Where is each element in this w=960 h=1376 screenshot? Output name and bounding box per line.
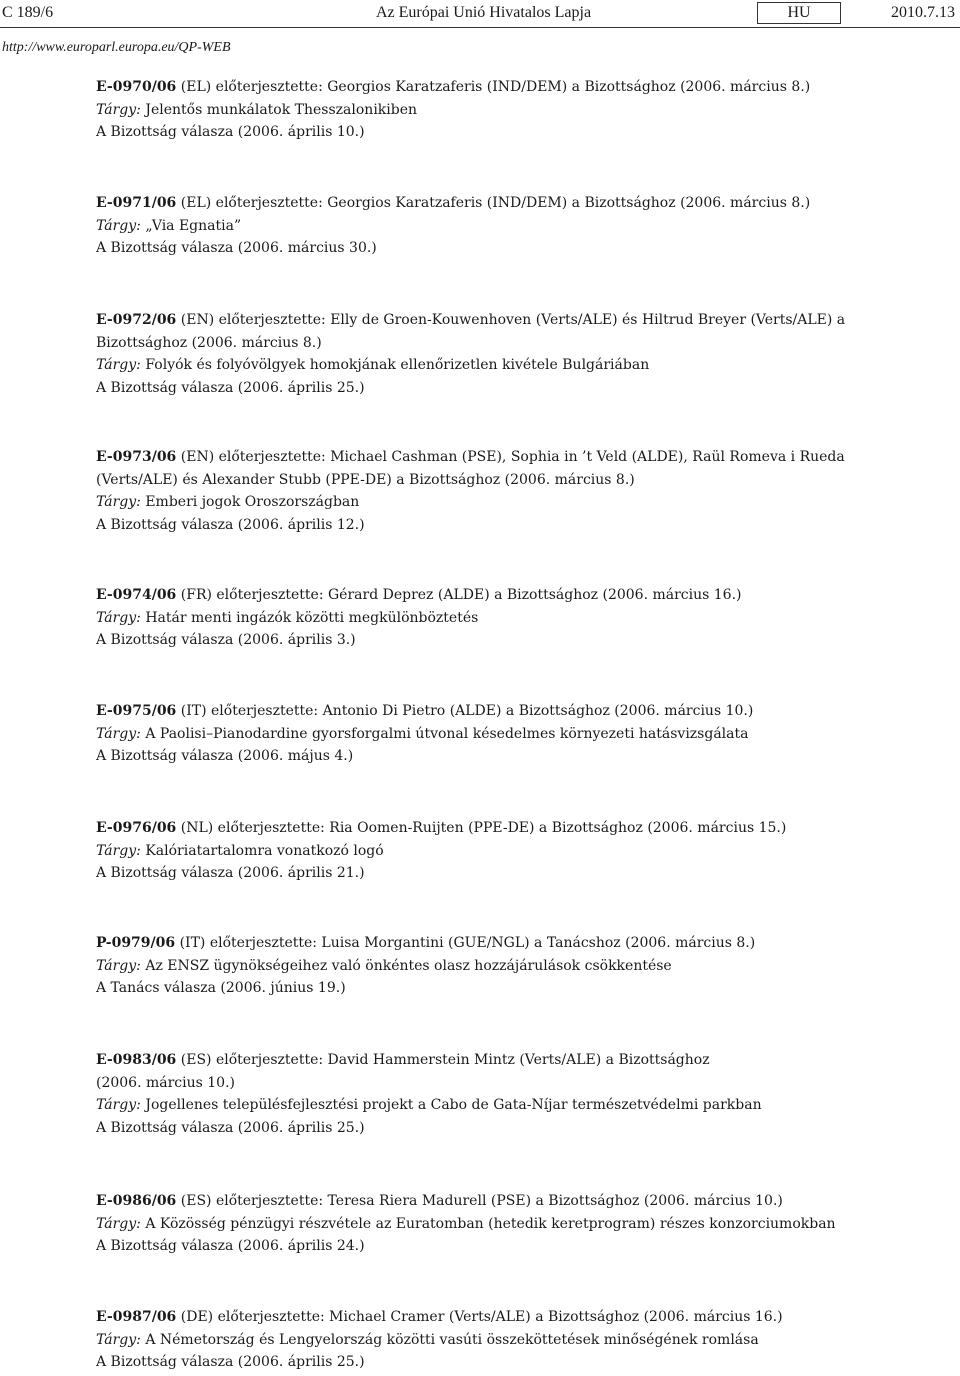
language-box: HU — [757, 2, 841, 24]
question-author-line — [96, 1306, 783, 1329]
question-author-line — [96, 309, 845, 332]
question-author-text: (EN) előterjesztette: Elly de Groen-Kouwenhoven (Verts/ALE) és Hiltrud Breyer (Verts/ALE) a — [176, 312, 846, 328]
subject-label: Tárgy: — [96, 957, 141, 974]
subject-label: Tárgy: — [96, 1215, 141, 1232]
question-entry — [96, 932, 755, 1000]
question-author-line — [96, 1049, 762, 1072]
question-code: E-0987/06 — [96, 1309, 177, 1325]
question-entry — [96, 817, 786, 885]
header-rule — [0, 27, 960, 28]
answer-line: A Bizottság válasza (2006. április 25.) — [96, 1119, 365, 1136]
question-code: E-0975/06 — [96, 703, 177, 719]
answer-line: A Tanács válasza (2006. június 19.) — [96, 980, 346, 996]
subject-text: Az ENSZ ügynökségeihez való önkéntes olasz hozzájárulások csökkentése — [140, 957, 672, 974]
answer-line: A Bizottság válasza (2006. március 30.) — [96, 240, 377, 256]
question-subject — [96, 1094, 762, 1117]
question-entry — [96, 192, 810, 260]
question-entry — [96, 446, 845, 536]
question-subject — [96, 354, 845, 377]
question-subject — [96, 99, 810, 122]
question-author-line — [96, 332, 845, 355]
subject-label: Tárgy: — [96, 217, 141, 234]
question-entry — [96, 584, 742, 652]
issue-date: 2010.7.13 — [891, 4, 955, 21]
question-entry — [96, 1049, 762, 1139]
subject-text: Jogellenes településfejlesztési projekt a Cabo de Gata-Níjar természetvédelmi parkban — [140, 1097, 762, 1113]
question-author-line — [96, 446, 845, 469]
subject-label: Tárgy: — [96, 842, 141, 859]
page-header — [0, 0, 960, 30]
subject-text: Jelentős munkálatok Thesszalonikiben — [140, 101, 418, 118]
question-author-line — [96, 932, 755, 955]
question-author-line — [96, 76, 810, 99]
question-author-text: (EL) előterjesztette: Georgios Karatzaferis (IND/DEM) a Bizottsághoz (2006. március 8.) — [176, 195, 811, 211]
question-code: P-0979/06 — [96, 935, 176, 951]
question-author-text: (IT) előterjesztette: Antonio Di Pietro (ALDE) a Bizottsághoz (2006. március 10.) — [176, 703, 754, 719]
question-author-text: (2006. március 10.) — [96, 1074, 236, 1091]
subject-text: „Via Egnatia” — [140, 217, 242, 234]
journal-title: Az Európai Unió Hivatalos Lapja — [376, 4, 592, 21]
subject-label: Tárgy: — [96, 101, 141, 118]
answer-line: A Bizottság válasza (2006. május 4.) — [96, 748, 354, 764]
question-author-text: (IT) előterjesztette: Luisa Morgantini (GUE/NGL) a Tanácshoz (2006. március 8.) — [175, 935, 756, 951]
question-code: E-0970/06 — [96, 79, 177, 95]
question-entry — [96, 1190, 836, 1258]
subject-label: Tárgy: — [96, 1331, 141, 1348]
question-entry — [96, 309, 845, 399]
question-author-text: (DE) előterjesztette: Michael Cramer (Verts/ALE) a Bizottsághoz (2006. március 16.) — [176, 1309, 783, 1325]
subject-text: A Közösség pénzügyi részvétele az Euratomban (hetedik keretprogram) részes konzorciumokban — [140, 1215, 836, 1232]
question-author-text: (FR) előterjesztette: Gérard Deprez (ALDE) a Bizottsághoz (2006. március 16.) — [176, 587, 742, 603]
answer-line: A Bizottság válasza (2006. április 24.) — [96, 1238, 365, 1254]
question-author-line — [96, 817, 786, 840]
question-author-line — [96, 192, 810, 215]
question-code: E-0972/06 — [96, 312, 177, 328]
question-entry — [96, 76, 810, 144]
subject-text: Folyók és folyóvölgyek homokjának ellenőrizetlen kivétele Bulgáriában — [140, 357, 650, 373]
question-author-line — [96, 469, 845, 492]
question-author-text: Bizottsághoz (2006. március 8.) — [96, 334, 322, 351]
question-subject — [96, 1213, 836, 1236]
question-subject — [96, 840, 786, 863]
subject-text: Határ menti ingázók közötti megkülönböztetés — [140, 609, 479, 626]
question-code: E-0976/06 — [96, 820, 177, 836]
question-subject — [96, 955, 755, 978]
question-author-text: (ES) előterjesztette: David Hammerstein Mintz (Verts/ALE) a Bizottsághoz — [176, 1052, 710, 1068]
question-code: E-0973/06 — [96, 449, 177, 465]
subject-label: Tárgy: — [96, 609, 141, 626]
question-author-text: (EL) előterjesztette: Georgios Karatzaferis (IND/DEM) a Bizottsághoz (2006. március 8.) — [176, 79, 811, 95]
subject-text: A Németország és Lengyelország közötti vasúti összeköttetések minőségének romlása — [140, 1331, 759, 1348]
question-subject — [96, 1329, 783, 1352]
subject-text: A Paolisi–Pianodardine gyorsforgalmi útvonal késedelmes környezeti hatásvizsgálata — [140, 725, 749, 742]
question-subject — [96, 607, 742, 630]
answer-line: A Bizottság válasza (2006. április 10.) — [96, 124, 365, 140]
question-author-text: (Verts/ALE) és Alexander Stubb (PPE-DE) a Bizottsághoz (2006. március 8.) — [96, 471, 635, 488]
question-code: E-0983/06 — [96, 1052, 177, 1068]
question-author-line — [96, 584, 742, 607]
answer-line: A Bizottság válasza (2006. április 25.) — [96, 1354, 365, 1370]
question-author-text: (ES) előterjesztette: Teresa Riera Madurell (PSE) a Bizottsághoz (2006. március 10.) — [176, 1193, 783, 1209]
subject-label: Tárgy: — [96, 725, 141, 742]
question-author-text: (NL) előterjesztette: Ria Oomen-Ruijten (PPE-DE) a Bizottsághoz (2006. március 15.) — [176, 820, 787, 836]
source-url[interactable]: http://www.europarl.europa.eu/QP-WEB — [2, 40, 231, 55]
subject-label: Tárgy: — [96, 357, 141, 373]
subject-text: Kalóriatartalomra vonatkozó logó — [140, 842, 384, 859]
question-author-line — [96, 1190, 836, 1213]
question-code: E-0974/06 — [96, 587, 177, 603]
question-subject — [96, 215, 810, 238]
subject-label: Tárgy: — [96, 1097, 141, 1113]
question-subject — [96, 723, 753, 746]
subject-label: Tárgy: — [96, 494, 141, 510]
answer-line: A Bizottság válasza (2006. április 3.) — [96, 632, 356, 648]
question-author-line — [96, 700, 753, 723]
question-entry — [96, 1306, 783, 1374]
question-code: E-0986/06 — [96, 1193, 177, 1209]
answer-line: A Bizottság válasza (2006. április 25.) — [96, 379, 365, 396]
question-author-text: (EN) előterjesztette: Michael Cashman (PSE), Sophia in ’t Veld (ALDE), Raül Romeva i Rueda — [176, 449, 845, 465]
issue-number: C 189/6 — [2, 4, 54, 21]
question-code: E-0971/06 — [96, 195, 177, 211]
question-entry — [96, 700, 753, 768]
answer-line: A Bizottság válasza (2006. április 12.) — [96, 516, 365, 533]
question-author-line — [96, 1072, 762, 1095]
subject-text: Emberi jogok Oroszországban — [140, 494, 360, 510]
answer-line: A Bizottság válasza (2006. április 21.) — [96, 865, 365, 881]
question-subject — [96, 491, 845, 514]
